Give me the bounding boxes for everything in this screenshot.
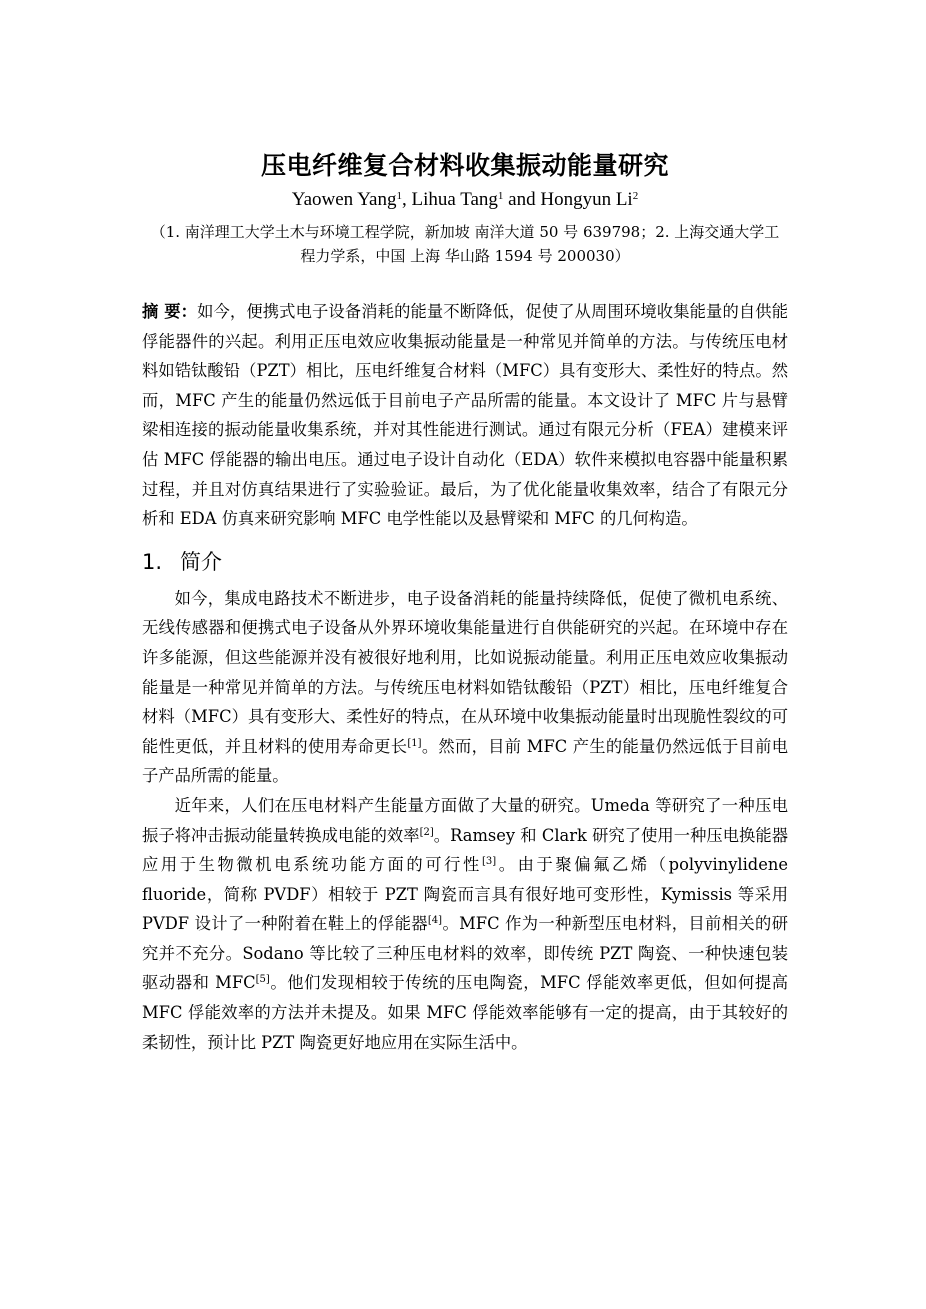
author-name: Lihua Tang	[411, 189, 498, 210]
abstract-label: 摘 要：	[142, 302, 198, 321]
citation[interactable]: [1]	[407, 737, 422, 749]
affiliations: （1. 南洋理工大学土木与环境工程学院，新加坡 南洋大道 50 号 639798；2. 上海交通大学工程力学系，中国 上海 华山路 1594 号 200030）	[150, 223, 780, 265]
citation[interactable]: [5]	[255, 974, 270, 986]
author-separator: ,	[401, 189, 412, 210]
author-affiliation-mark: 1	[497, 190, 504, 202]
paragraph-text: 。Ramsey 和 Clark 研究了使用一种压电换能器应用于生物微机电系统功能方面的可行性	[142, 825, 788, 875]
paragraph-text: 。然而，目前 MFC 产生的能量仍然远低于目前电子产品所需的能量。	[142, 736, 788, 786]
paper-title: 压电纤维复合材料收集振动能量研究	[260, 151, 669, 180]
section-number: 1.	[142, 549, 163, 574]
author-name: Yaowen Yang	[291, 189, 397, 210]
citation[interactable]: [4]	[427, 915, 443, 927]
paragraph-text: 。他们发现相较于传统的压电陶瓷，MFC 俘能效率更低，但如何提高 MFC 俘能效率的方法并未提及。如果 MFC 俘能效率能够有一定的提高，由于其较好的柔韧性，预计比 PZT 陶瓷更好地应用在实际生活中。	[142, 973, 789, 1052]
citation[interactable]: [3]	[481, 856, 497, 868]
paragraph-text: 如今，集成电路技术不断进步，电子设备消耗的能量持续降低，促使了微机电系统、无线传感器和便携式电子设备从外界环境收集能量进行自供能研究的兴起。在环境中存在许多能源，但这些能源并没有被很好地利用，比如说振动能量。利用正压电效应收集振动能量是一种常见并简单的方法。与传统压电材料如锆钛酸铅（PZT）相比，压电纤维复合材料（MFC）具有变形大、柔性好的特点，在从环境中收集振动能量时出现脆性裂纹的可能性更低，并且材料的使用寿命更长	[142, 588, 788, 756]
body-paragraph	[142, 791, 788, 1057]
author-affiliation-mark: 1	[396, 190, 402, 202]
section-heading	[142, 544, 788, 580]
paragraph-text: 。由于聚偏氟乙烯（polyvinylidene fluoride，简称 PVDF）相较于 PZT 陶瓷而言具有很好地可变形性，Kymissis 等采用 PVDF 设计了一种附着在鞋上的俘能器	[142, 855, 788, 934]
body-paragraph	[142, 584, 788, 791]
author-separator: and	[503, 189, 541, 210]
author-affiliation-mark: 2	[632, 190, 639, 202]
author-list	[142, 186, 788, 214]
paragraph-text: 。MFC 作为一种新型压电材料，目前相关的研究并不充分。Sodano 等比较了三种压电材料的效率，即传统 PZT 陶瓷、一种快速包装驱动器和 MFC	[142, 914, 788, 993]
paper-page	[142, 146, 788, 1057]
abstract	[142, 297, 788, 534]
abstract-text: 如今，便携式电子设备消耗的能量不断降低，促使了从周围环境收集能量的自供能俘能器件的兴起。利用正压电效应收集振动能量是一种常见并简单的方法。与传统压电材料如锆钛酸铅（PZT）相比，压电纤维复合材料（MFC）具有变形大、柔性好的特点。然而，MFC 产生的能量仍然远低于目前电子产品所需的能量。本文设计了 MFC 片与悬臂梁相连接的振动能量收集系统，并对其性能进行测试。通过有限元分析（FEA）建模来评估 MFC 俘能器的输出电压。通过电子设计自动化（EDA）软件来模拟电容器中能量积累过程，并且对仿真结果进行了实验验证。最后，为了优化能量收集效率，结合了有限元分析和 EDA 仿真来研究影响 MFC 电学性能以及悬臂梁和 MFC 的几何构造。	[142, 302, 788, 529]
paragraph-text: 近年来，人们在压电材料产生能量方面做了大量的研究。Umeda 等研究了一种压电振子将冲击振动能量转换成电能的效率	[142, 795, 788, 845]
section-title: 简介	[180, 549, 222, 574]
author-name: Hongyun Li	[540, 189, 633, 210]
citation[interactable]: [2]	[419, 826, 434, 838]
